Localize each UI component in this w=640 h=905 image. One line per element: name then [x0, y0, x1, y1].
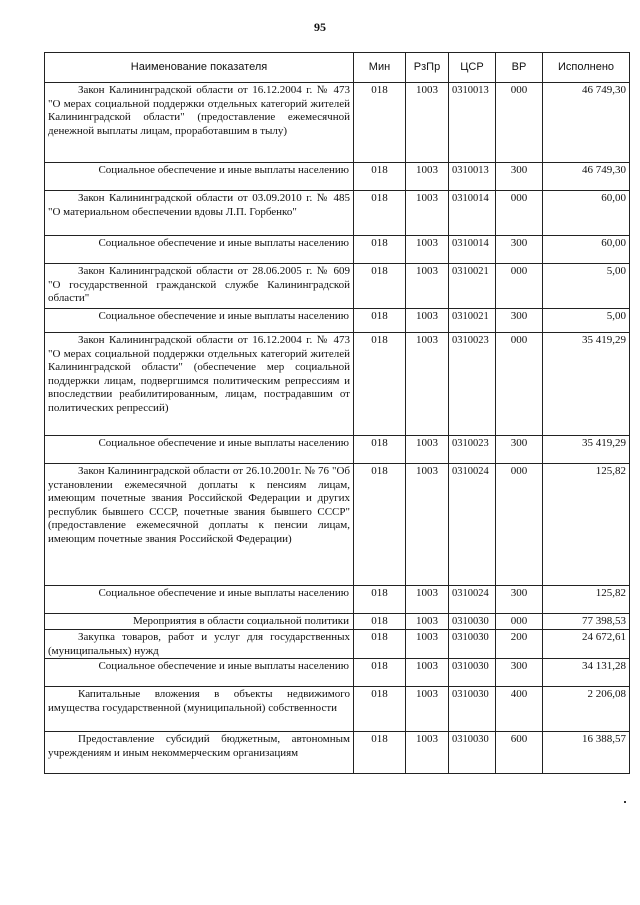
- row-min: 018: [354, 614, 406, 630]
- row-min: 018: [354, 464, 406, 586]
- row-name: Мероприятия в области социальной политики: [45, 614, 354, 630]
- row-vr: 400: [496, 687, 543, 732]
- row-rzpr: 1003: [406, 83, 449, 163]
- table-row: [45, 333, 630, 436]
- row-csr: 0310030: [449, 687, 496, 732]
- table-row: [45, 436, 630, 464]
- budget-table: [44, 52, 630, 774]
- table-row: [45, 191, 630, 236]
- row-vr: 300: [496, 436, 543, 464]
- row-sum: 60,00: [543, 236, 630, 264]
- row-sum: 2 206,08: [543, 687, 630, 732]
- table-row: [45, 614, 630, 630]
- row-name: Предоставление субсидий бюджетным, автономным учреждениям и иным некоммерческим организациям: [45, 732, 354, 774]
- row-vr: 300: [496, 659, 543, 687]
- table-row: [45, 83, 630, 163]
- row-rzpr: 1003: [406, 333, 449, 436]
- row-sum: 24 672,61: [543, 630, 630, 659]
- row-sum: 77 398,53: [543, 614, 630, 630]
- row-rzpr: 1003: [406, 586, 449, 614]
- row-min: 018: [354, 732, 406, 774]
- row-sum: 125,82: [543, 464, 630, 586]
- row-vr: 000: [496, 83, 543, 163]
- row-rzpr: 1003: [406, 630, 449, 659]
- row-name: Социальное обеспечение и иные выплаты населению: [45, 163, 354, 191]
- header-sum: Исполнено: [543, 53, 630, 83]
- row-csr: 0310013: [449, 83, 496, 163]
- row-name: Социальное обеспечение и иные выплаты населению: [45, 236, 354, 264]
- row-csr: 0310023: [449, 436, 496, 464]
- table-row: [45, 464, 630, 586]
- row-min: 018: [354, 659, 406, 687]
- header-row: [45, 53, 630, 83]
- row-sum: 125,82: [543, 586, 630, 614]
- row-sum: 16 388,57: [543, 732, 630, 774]
- header-min: Мин: [354, 53, 406, 83]
- row-sum: 5,00: [543, 264, 630, 309]
- row-sum: 35 419,29: [543, 333, 630, 436]
- table-row: [45, 163, 630, 191]
- row-vr: 300: [496, 309, 543, 333]
- row-vr: 300: [496, 163, 543, 191]
- row-sum: 46 749,30: [543, 163, 630, 191]
- row-min: 018: [354, 191, 406, 236]
- row-rzpr: 1003: [406, 436, 449, 464]
- scan-dot: [624, 801, 626, 803]
- row-name: Социальное обеспечение и иные выплаты населению: [45, 436, 354, 464]
- table-row: [45, 732, 630, 774]
- row-csr: 0310030: [449, 614, 496, 630]
- row-csr: 0310024: [449, 586, 496, 614]
- row-csr: 0310030: [449, 630, 496, 659]
- row-min: 018: [354, 236, 406, 264]
- row-vr: 300: [496, 236, 543, 264]
- row-name: Закон Калининградской области от 26.10.2001г. № 76 "Об установлении ежемесячной доплаты к пенсиям лицам, имеющим почетные звания Российской Федерации и других республик бывшего СССР, почетные звания бывшего СССР" (предоставление ежемесячной доплаты к пенсии лицам, имеющим почетные звания Российской Федерации): [45, 464, 354, 586]
- row-name: Социальное обеспечение и иные выплаты населению: [45, 586, 354, 614]
- row-sum: 5,00: [543, 309, 630, 333]
- row-vr: 000: [496, 191, 543, 236]
- row-sum: 46 749,30: [543, 83, 630, 163]
- row-name: Капитальные вложения в объекты недвижимого имущества государственной (муниципальной) собственности: [45, 687, 354, 732]
- row-vr: 600: [496, 732, 543, 774]
- row-sum: 60,00: [543, 191, 630, 236]
- row-rzpr: 1003: [406, 191, 449, 236]
- table-row: [45, 586, 630, 614]
- row-csr: 0310030: [449, 732, 496, 774]
- row-min: 018: [354, 333, 406, 436]
- row-vr: 000: [496, 614, 543, 630]
- row-csr: 0310021: [449, 309, 496, 333]
- row-vr: 000: [496, 464, 543, 586]
- row-csr: 0310021: [449, 264, 496, 309]
- row-name: Закон Калининградской области от 03.09.2010 г. № 485 "О материальном обеспечении вдовы Л.П. Горбенко": [45, 191, 354, 236]
- row-min: 018: [354, 586, 406, 614]
- table-row: [45, 687, 630, 732]
- row-rzpr: 1003: [406, 309, 449, 333]
- row-rzpr: 1003: [406, 732, 449, 774]
- header-csr: ЦСР: [449, 53, 496, 83]
- row-vr: 300: [496, 586, 543, 614]
- row-csr: 0310024: [449, 464, 496, 586]
- page-number: 95: [314, 20, 326, 34]
- row-rzpr: 1003: [406, 464, 449, 586]
- row-min: 018: [354, 163, 406, 191]
- header-name: Наименование показателя: [45, 53, 354, 83]
- row-rzpr: 1003: [406, 659, 449, 687]
- row-min: 018: [354, 309, 406, 333]
- row-vr: 200: [496, 630, 543, 659]
- row-name: Закон Калининградской области от 16.12.2004 г. № 473 "О мерах социальной поддержки отдельных категорий жителей Калининградской области" (предоставление ежемесячной денежной выплаты лицам, проработавшим в тылу): [45, 83, 354, 163]
- row-vr: 000: [496, 333, 543, 436]
- header-rzpr: РзПр: [406, 53, 449, 83]
- row-rzpr: 1003: [406, 687, 449, 732]
- row-min: 018: [354, 264, 406, 309]
- row-rzpr: 1003: [406, 264, 449, 309]
- row-min: 018: [354, 436, 406, 464]
- row-min: 018: [354, 687, 406, 732]
- row-min: 018: [354, 83, 406, 163]
- row-name: Закон Калининградской области от 28.06.2005 г. № 609 "О государственной гражданской службе Калининградской области": [45, 264, 354, 309]
- row-csr: 0310014: [449, 236, 496, 264]
- table-row: [45, 309, 630, 333]
- row-name: Закупка товаров, работ и услуг для государственных (муниципальных) нужд: [45, 630, 354, 659]
- row-csr: 0310023: [449, 333, 496, 436]
- table-row: [45, 630, 630, 659]
- row-sum: 35 419,29: [543, 436, 630, 464]
- row-csr: 0310014: [449, 191, 496, 236]
- row-rzpr: 1003: [406, 614, 449, 630]
- table-row: [45, 264, 630, 309]
- row-csr: 0310030: [449, 659, 496, 687]
- table-row: [45, 659, 630, 687]
- row-vr: 000: [496, 264, 543, 309]
- row-name: Социальное обеспечение и иные выплаты населению: [45, 309, 354, 333]
- row-csr: 0310013: [449, 163, 496, 191]
- header-vr: ВР: [496, 53, 543, 83]
- row-name: Социальное обеспечение и иные выплаты населению: [45, 659, 354, 687]
- table-row: [45, 236, 630, 264]
- row-name: Закон Калининградской области от 16.12.2004 г. № 473 "О мерах социальной поддержки отдельных категорий жителей Калининградской области" (обеспечение мер социальной поддержки лицам, подвергшимся политическим репрессиям и впоследствии реабилитированным, лицам, пострадавшим от политических репрессий): [45, 333, 354, 436]
- row-sum: 34 131,28: [543, 659, 630, 687]
- row-rzpr: 1003: [406, 163, 449, 191]
- row-min: 018: [354, 630, 406, 659]
- row-rzpr: 1003: [406, 236, 449, 264]
